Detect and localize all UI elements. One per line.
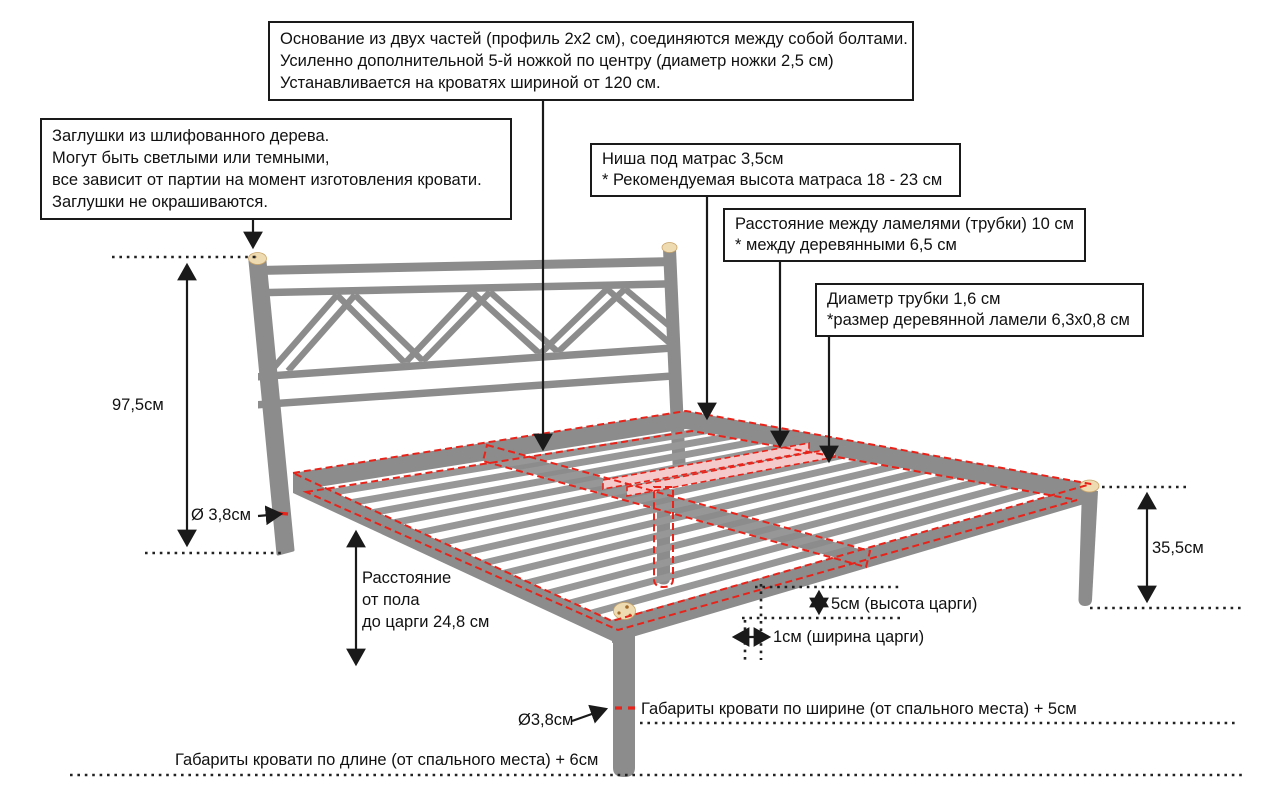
dim-overall-length-label: Габариты кровати по длине (от спального места) + 6см: [175, 751, 599, 769]
dim-overall-width-label: Габариты кровати по ширине (от спального места) + 5см: [641, 700, 1077, 718]
dim-rail-height-label: 5см (высота царги): [831, 595, 978, 613]
annotation-line: Заглушки из шлифованного дерева.: [52, 127, 330, 145]
annotation-line: Устанавливается на кроватях шириной от 120 см.: [280, 74, 661, 92]
near-foot-leg: [613, 630, 635, 777]
annotation-box-lamels: [723, 208, 1086, 262]
right-post-cap: [662, 243, 677, 253]
far-foot-leg: [1079, 489, 1099, 606]
annotation-line: Заглушки не окрашиваются.: [52, 193, 268, 211]
dim-headboard-height-label: 97,5см: [112, 396, 164, 414]
near-leg-cap: [614, 603, 636, 620]
annotation-line: Расстояние между ламелями (трубки) 10 см: [735, 215, 1074, 233]
dim-rail-width-label: 1см (ширина царги): [773, 628, 925, 646]
headboard: [258, 249, 690, 474]
dim-left-leg-diameter-label: Ø 3,8см: [191, 506, 251, 524]
annotation-line: Усиленно дополнительной 5-й ножкой по центру (диаметр ножки 2,5 см): [280, 52, 834, 70]
annotation-line: все зависит от партии на момент изготовления кровати.: [52, 171, 482, 189]
annotation-line: Диаметр трубки 1,6 см: [827, 290, 1001, 308]
left-post-cap: [249, 253, 267, 265]
dim-foot-leg-diameter-label: Ø3,8см: [518, 711, 574, 729]
annotation-line: Основание из двух частей (профиль 2х2 см), соединяются между собой болтами.: [280, 30, 908, 48]
dim-foot-height-label: 35,5см: [1152, 539, 1204, 557]
annotation-line: * Рекомендуемая высота матраса 18 - 23 см: [602, 171, 943, 189]
dim-floor-to-rail-label: Расстояние от пола до царги 24,8 см: [362, 569, 490, 631]
annotation-line: * между деревянными 6,5 см: [735, 236, 957, 254]
annotation-box-niche: [590, 143, 961, 197]
annotation-line: Ниша под матрас 3,5см: [602, 150, 784, 168]
headboard-left-post: [250, 261, 293, 554]
annotation-box-tube: [815, 283, 1144, 337]
annotation-line: Могут быть светлыми или темными,: [52, 149, 330, 167]
annotation-box-base: [268, 21, 914, 101]
annotation-box-caps: [40, 118, 512, 220]
annotation-line: *размер деревянной ламели 6,3х0,8 см: [827, 311, 1130, 329]
